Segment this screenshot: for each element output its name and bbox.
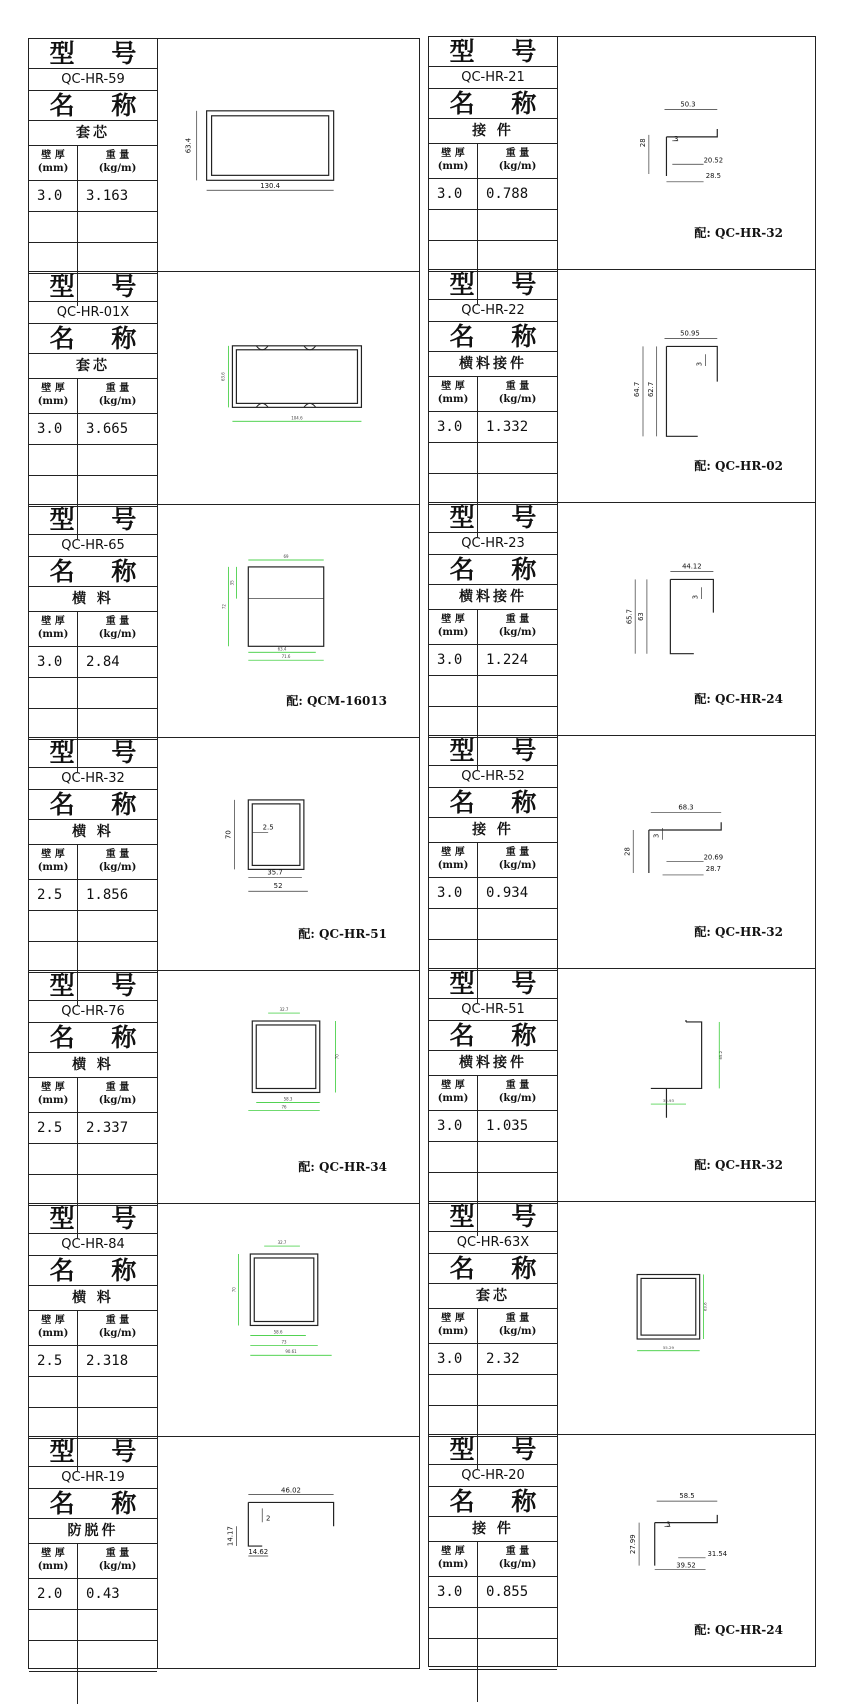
wall-thickness-header: 壁 厚 (mm)	[429, 843, 478, 877]
weight-value: 0.855	[486, 1584, 529, 1600]
product-name: 套芯	[29, 354, 157, 379]
model-number: QC-HR-01X	[29, 302, 157, 324]
blank-row	[29, 1641, 157, 1672]
spec-values	[429, 412, 557, 443]
profile-outline	[207, 111, 334, 180]
dimension-label: 3	[674, 134, 679, 143]
blank-row	[29, 1144, 157, 1175]
profile-outline	[232, 346, 361, 408]
spec-headers	[29, 146, 157, 181]
dimension-label: 31.54	[707, 1549, 728, 1558]
profile-card	[428, 1434, 816, 1667]
spec-headers	[29, 1311, 157, 1346]
weight-value: 2.84	[86, 654, 120, 670]
weight-value: 3.665	[86, 421, 129, 437]
profile-card	[28, 1436, 420, 1669]
profile-outline	[250, 1254, 317, 1325]
left-column	[28, 38, 420, 1669]
spec-table	[29, 39, 158, 271]
profile-card	[28, 38, 420, 271]
wall-thickness-value: 3.0	[29, 647, 78, 677]
name-header: 名 称	[429, 1487, 557, 1517]
model-header: 型 号	[429, 270, 557, 300]
name-header: 名 称	[29, 91, 157, 121]
weight-value: 0.788	[486, 186, 529, 202]
spec-table	[429, 736, 558, 968]
wall-thickness-value: 3.0	[429, 1577, 478, 1607]
blank-row	[429, 1375, 557, 1406]
dimension-label: 70	[334, 1054, 340, 1060]
spec-table	[429, 1435, 558, 1666]
model-number: QC-HR-59	[29, 69, 157, 91]
right-column	[428, 36, 816, 1667]
spec-values	[429, 645, 557, 676]
blank-row	[29, 709, 157, 740]
dimension-label: 72	[221, 604, 227, 610]
weight-value: 1.332	[486, 419, 529, 435]
profile-sketch	[157, 272, 419, 504]
weight-header: 重 量 (kg/m)	[98, 616, 137, 640]
mating-part: 配: QC-HR-02	[694, 459, 783, 473]
wall-thickness-header: 壁 厚 (mm)	[29, 1078, 78, 1112]
profile-outline	[666, 346, 717, 436]
model-number: QC-HR-63X	[429, 1232, 557, 1254]
wall-thickness-header: 壁 厚 (mm)	[429, 1309, 478, 1343]
spec-values	[29, 1113, 157, 1144]
dimension-label: 39.52	[676, 1561, 696, 1570]
profile-drawing	[557, 1202, 815, 1434]
profile-drawing	[157, 39, 419, 271]
model-number: QC-HR-23	[429, 533, 557, 555]
weight-header: 重 量 (kg/m)	[498, 381, 537, 405]
mating-part: 配: QC-HR-24	[694, 1623, 783, 1637]
dimension-label: 28	[638, 138, 647, 148]
name-header: 名 称	[29, 1023, 157, 1053]
model-number: QC-HR-20	[429, 1465, 557, 1487]
wall-thickness-value: 3.0	[429, 1344, 478, 1374]
model-header: 型 号	[29, 1204, 157, 1234]
profile-sketch	[157, 1437, 419, 1668]
spec-headers	[29, 1544, 157, 1579]
spec-values	[429, 878, 557, 909]
wall-thickness-value: 2.0	[29, 1579, 78, 1609]
dimension-label: 20.52	[703, 156, 724, 165]
model-number: QC-HR-76	[29, 1001, 157, 1023]
name-header: 名 称	[29, 790, 157, 820]
dimension-label: 50.3	[680, 100, 696, 109]
dimension-label: 63	[637, 612, 645, 621]
profile-outline	[252, 1021, 319, 1092]
weight-value: 3.163	[86, 188, 129, 204]
dimension-label: 28	[623, 847, 632, 856]
wall-thickness-header: 壁 厚 (mm)	[429, 1076, 478, 1110]
profile-outline	[252, 804, 300, 866]
mating-part: 配: QC-HR-32	[694, 226, 783, 240]
dimension-label: 35.93	[662, 1098, 674, 1104]
profile-outline	[248, 567, 323, 646]
spec-values	[29, 414, 157, 445]
wall-thickness-header: 壁 厚 (mm)	[429, 610, 478, 644]
mating-part: 配: QC-HR-32	[694, 1158, 783, 1172]
spec-values	[429, 179, 557, 210]
spec-table	[29, 1437, 158, 1668]
dimension-label: 70	[231, 1287, 237, 1293]
dimension-label: 71.6	[281, 654, 291, 660]
dimension-label: 130.4	[260, 182, 281, 191]
model-number: QC-HR-19	[29, 1467, 157, 1489]
model-header: 型 号	[29, 738, 157, 768]
blank-row	[29, 476, 157, 507]
dimension-label: 44.12	[682, 562, 702, 571]
wall-thickness-value: 3.0	[429, 412, 478, 442]
blank-row	[429, 1639, 557, 1670]
weight-header: 重 量 (kg/m)	[498, 614, 537, 638]
blank-row	[429, 1173, 557, 1204]
profile-drawing	[557, 503, 815, 735]
dimension-label: 35	[229, 580, 235, 586]
spec-values	[429, 1577, 557, 1608]
spec-table	[29, 1204, 158, 1436]
dimension-label: 50.95	[680, 329, 700, 338]
dimension-label: 27.99	[629, 1534, 638, 1554]
weight-value: 2.32	[486, 1351, 520, 1367]
spec-headers	[429, 1076, 557, 1111]
blank-row	[429, 707, 557, 738]
model-number: QC-HR-22	[429, 300, 557, 322]
blank-row	[29, 1408, 157, 1439]
profile-drawing	[157, 1204, 419, 1436]
blank-row	[29, 212, 157, 243]
dimension-label: 63.4	[184, 137, 193, 154]
wall-thickness-header: 壁 厚 (mm)	[29, 1311, 78, 1345]
product-name: 横 料	[29, 587, 157, 612]
wall-thickness-value: 2.5	[29, 880, 78, 910]
name-header: 名 称	[29, 1256, 157, 1286]
spec-values	[29, 647, 157, 678]
weight-value: 0.43	[86, 1586, 120, 1602]
model-header: 型 号	[429, 969, 557, 999]
spec-values	[29, 880, 157, 911]
dimension-label: 70	[224, 830, 233, 840]
dimension-label: 14.17	[226, 1526, 235, 1547]
profile-card	[28, 970, 420, 1203]
model-header: 型 号	[429, 736, 557, 766]
spec-headers	[29, 845, 157, 880]
profile-drawing	[157, 738, 419, 970]
dimension-label: 68.3	[678, 803, 694, 812]
profile-card	[428, 735, 816, 968]
model-header: 型 号	[29, 272, 157, 302]
name-header: 名 称	[429, 788, 557, 818]
product-name: 接 件	[429, 1517, 557, 1542]
spec-headers	[429, 610, 557, 645]
weight-header: 重 量 (kg/m)	[498, 1546, 537, 1570]
mating-part: 配: QC-HR-32	[694, 925, 783, 939]
product-name: 防脱件	[29, 1519, 157, 1544]
mating-part: 配: QCM-16013	[286, 694, 387, 708]
wall-thickness-header: 壁 厚 (mm)	[29, 146, 78, 180]
spec-table	[429, 270, 558, 502]
name-header: 名 称	[429, 1021, 557, 1051]
dimension-label: 65.7	[625, 608, 634, 625]
mating-part: 配: QC-HR-51	[298, 927, 387, 941]
spec-headers	[429, 1542, 557, 1577]
spec-values	[29, 181, 157, 212]
model-header: 型 号	[29, 1437, 157, 1467]
dimension-label: 62.7	[646, 381, 655, 398]
name-header: 名 称	[29, 1489, 157, 1519]
name-header: 名 称	[429, 89, 557, 119]
dimension-label: 32.7	[279, 1007, 289, 1013]
blank-row	[429, 1670, 557, 1702]
blank-row	[429, 909, 557, 940]
dimension-label: 35.7	[267, 868, 283, 877]
profile-card	[428, 502, 816, 735]
spec-table	[429, 1202, 558, 1434]
dimension-label: 90.61	[285, 1349, 297, 1355]
profile-card	[28, 504, 420, 737]
spec-values	[429, 1111, 557, 1142]
weight-value: 1.856	[86, 887, 129, 903]
profile-card	[428, 1201, 816, 1434]
dimension-label: 58.5	[679, 1492, 695, 1501]
dimension-label: 3	[652, 833, 661, 839]
dimension-label: 63.6	[702, 1302, 708, 1312]
blank-row	[29, 445, 157, 476]
model-header: 型 号	[29, 39, 157, 69]
spec-table	[29, 738, 158, 970]
product-name: 横 料	[29, 1286, 157, 1311]
wall-thickness-header: 壁 厚 (mm)	[29, 379, 78, 413]
wall-thickness-value: 3.0	[429, 645, 478, 675]
blank-row	[429, 940, 557, 971]
weight-header: 重 量 (kg/m)	[498, 847, 537, 871]
product-name: 套芯	[429, 1284, 557, 1309]
dimension-label: 58.6	[273, 1329, 283, 1335]
profile-drawing	[157, 505, 419, 737]
model-number: QC-HR-21	[429, 67, 557, 89]
dimension-label: 69	[283, 553, 289, 559]
profile-sketch	[557, 1202, 815, 1434]
dimension-label: 2.5	[262, 823, 274, 832]
product-name: 横 料	[29, 820, 157, 845]
name-header: 名 称	[429, 555, 557, 585]
name-header: 名 称	[429, 322, 557, 352]
blank-row	[29, 243, 157, 274]
blank-row	[429, 1608, 557, 1639]
weight-header: 重 量 (kg/m)	[98, 849, 137, 873]
wall-thickness-value: 3.0	[429, 179, 478, 209]
spec-headers	[29, 379, 157, 414]
profile-sketch	[157, 1204, 419, 1436]
blank-row	[29, 911, 157, 942]
profile-outline	[212, 116, 329, 176]
blank-row	[29, 1175, 157, 1206]
blank-row	[429, 474, 557, 505]
profile-outline	[236, 350, 357, 404]
weight-header: 重 量 (kg/m)	[98, 150, 137, 174]
dimension-label: 2	[265, 1514, 271, 1523]
profile-outline	[670, 579, 713, 653]
profile-outline	[637, 1275, 700, 1340]
wall-thickness-header: 壁 厚 (mm)	[29, 1544, 78, 1578]
profile-drawing	[157, 971, 419, 1203]
wall-thickness-header: 壁 厚 (mm)	[29, 845, 78, 879]
blank-row	[29, 1377, 157, 1408]
model-header: 型 号	[429, 503, 557, 533]
product-name: 横 料	[29, 1053, 157, 1078]
profile-drawing	[157, 272, 419, 504]
wall-thickness-value: 2.5	[29, 1113, 78, 1143]
weight-header: 重 量 (kg/m)	[98, 1315, 137, 1339]
weight-value: 1.035	[486, 1118, 529, 1134]
model-number: QC-HR-51	[429, 999, 557, 1021]
profile-outline	[256, 1025, 316, 1089]
product-name: 套芯	[29, 121, 157, 146]
profile-card	[428, 269, 816, 502]
wall-thickness-value: 3.0	[29, 181, 78, 211]
model-number: QC-HR-65	[29, 535, 157, 557]
profile-drawing	[557, 37, 815, 269]
profile-card	[28, 737, 420, 970]
product-name: 横料接件	[429, 585, 557, 610]
dimension-label: 64.7	[633, 381, 642, 398]
dimension-label: 65.2	[718, 1050, 724, 1060]
blank-row	[29, 1672, 157, 1704]
profile-outline	[248, 1502, 333, 1546]
name-header: 名 称	[29, 324, 157, 354]
model-number: QC-HR-32	[29, 768, 157, 790]
profile-card	[28, 271, 420, 504]
dimension-label: 63.4	[277, 646, 287, 652]
spec-headers	[29, 612, 157, 647]
profile-drawing	[557, 736, 815, 968]
spec-table	[29, 272, 158, 504]
spec-table	[29, 971, 158, 1203]
wall-thickness-header: 壁 厚 (mm)	[29, 612, 78, 646]
model-header: 型 号	[29, 971, 157, 1001]
blank-row	[429, 241, 557, 272]
product-name: 横料接件	[429, 352, 557, 377]
name-header: 名 称	[429, 1254, 557, 1284]
spec-values	[29, 1579, 157, 1610]
product-name: 接 件	[429, 818, 557, 843]
spec-headers	[429, 1309, 557, 1344]
dimension-label: 73	[281, 1339, 287, 1345]
weight-header: 重 量 (kg/m)	[498, 1313, 537, 1337]
spec-headers	[29, 1078, 157, 1113]
spec-table	[429, 969, 558, 1201]
dimension-label: 14.62	[248, 1547, 269, 1556]
dimension-label: 3	[691, 594, 700, 600]
weight-header: 重 量 (kg/m)	[98, 1548, 137, 1572]
dimension-label: 46.02	[281, 1486, 301, 1495]
profile-outline	[651, 1020, 702, 1118]
weight-header: 重 量 (kg/m)	[98, 383, 137, 407]
dimension-label: 52	[273, 882, 283, 891]
wall-thickness-value: 3.0	[429, 1111, 478, 1141]
wall-thickness-value: 3.0	[29, 414, 78, 444]
dimension-label: 104.6	[291, 415, 303, 421]
spec-headers	[429, 144, 557, 179]
weight-value: 2.337	[86, 1120, 129, 1136]
model-number: QC-HR-52	[429, 766, 557, 788]
weight-header: 重 量 (kg/m)	[498, 148, 537, 172]
profile-outline	[641, 1278, 696, 1335]
profile-drawing	[557, 969, 815, 1201]
weight-value: 0.934	[486, 885, 529, 901]
dimension-label: 58.3	[283, 1096, 293, 1102]
spec-values	[429, 1344, 557, 1375]
wall-thickness-header: 壁 厚 (mm)	[429, 1542, 478, 1576]
dimension-label: 76	[281, 1104, 287, 1110]
model-header: 型 号	[29, 505, 157, 535]
profile-card	[28, 1203, 420, 1436]
weight-header: 重 量 (kg/m)	[498, 1080, 537, 1104]
blank-row	[429, 210, 557, 241]
profile-drawing	[557, 270, 815, 502]
spec-table	[29, 505, 158, 737]
profile-card	[428, 968, 816, 1201]
blank-row	[429, 676, 557, 707]
product-name: 接 件	[429, 119, 557, 144]
mating-part: 配: QC-HR-34	[298, 1160, 387, 1174]
model-header: 型 号	[429, 1202, 557, 1232]
profile-drawing	[557, 1435, 815, 1666]
blank-row	[29, 1610, 157, 1641]
blank-row	[429, 1142, 557, 1173]
dimension-label: 32.7	[277, 1240, 287, 1246]
mating-part: 配: QC-HR-24	[694, 692, 783, 706]
model-header: 型 号	[429, 1435, 557, 1465]
dimension-label: 28.7	[705, 865, 721, 874]
blank-row	[429, 1406, 557, 1437]
dimension-label: 3	[695, 361, 704, 367]
spec-table	[429, 37, 558, 269]
dimension-label: 20.69	[703, 853, 724, 862]
spec-headers	[429, 377, 557, 412]
weight-value: 2.318	[86, 1353, 129, 1369]
dimension-label: 63.6	[220, 372, 226, 381]
weight-value: 1.224	[486, 652, 529, 668]
spec-headers	[429, 843, 557, 878]
profile-outline	[254, 1258, 314, 1322]
wall-thickness-value: 2.5	[29, 1346, 78, 1376]
wall-thickness-value: 3.0	[429, 878, 478, 908]
product-name: 横料接件	[429, 1051, 557, 1076]
wall-thickness-header: 壁 厚 (mm)	[429, 144, 478, 178]
blank-row	[29, 942, 157, 973]
name-header: 名 称	[29, 557, 157, 587]
model-number: QC-HR-84	[29, 1234, 157, 1256]
profile-card	[428, 36, 816, 269]
wall-thickness-header: 壁 厚 (mm)	[429, 377, 478, 411]
dimension-label: 55.29	[662, 1344, 674, 1350]
dimension-label: 3	[666, 1520, 671, 1529]
spec-table	[429, 503, 558, 735]
model-header: 型 号	[429, 37, 557, 67]
profile-sketch	[157, 39, 419, 271]
weight-header: 重 量 (kg/m)	[98, 1082, 137, 1106]
profile-drawing	[157, 1437, 419, 1668]
spec-values	[29, 1346, 157, 1377]
dimension-label: 28.5	[705, 171, 721, 180]
blank-row	[29, 678, 157, 709]
profile-outline	[248, 800, 304, 869]
profile-slot	[256, 346, 316, 408]
blank-row	[429, 443, 557, 474]
